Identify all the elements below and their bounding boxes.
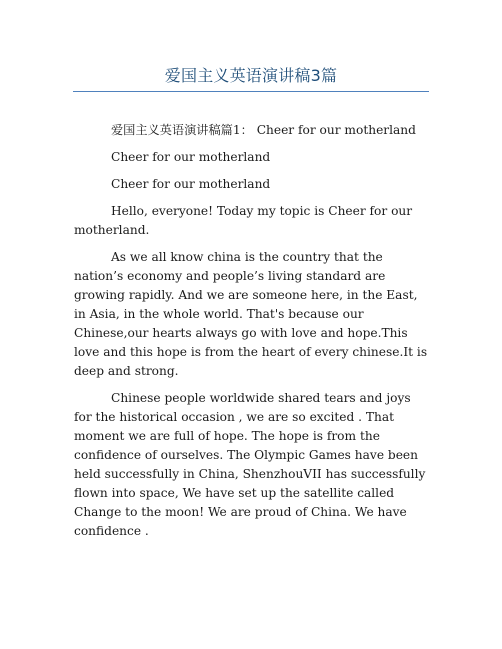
paragraph-subtitle-1: Cheer for our motherland <box>111 150 271 164</box>
title-underline <box>73 91 429 92</box>
paragraph-body-2: Chinese people worldwide shared tears and joys for the historical occasion , we are so excited . That moment we are full of hope. The hope is from the confidence of ourselves. The Olympic Games have been held successfully in China, ShenzhouVII has successfully flown into space, We have set up the satellite called Change to the moon! We are proud of China. We have confidence . <box>74 391 426 538</box>
document-body <box>74 121 432 549</box>
paragraph-greeting: Hello, everyone! Today my topic is Cheer for our motherland. <box>74 204 413 237</box>
paragraph-body-1: As we all know china is the country that the nation’s economy and people’s living standard are growing rapidly. And we are someone here, in the East, in Asia, in the whole world. That's because our Chinese,our hearts always go with love and hope.This love and this hope is from the heart of every chinese.It is deep and strong. <box>74 250 428 378</box>
paragraph-subtitle-2: Cheer for our motherland <box>111 177 271 191</box>
paragraph-heading: 爱国主义英语演讲稿篇1： Cheer for our motherland <box>111 123 416 137</box>
document-title: 爱国主义英语演讲稿3篇 <box>164 66 338 85</box>
